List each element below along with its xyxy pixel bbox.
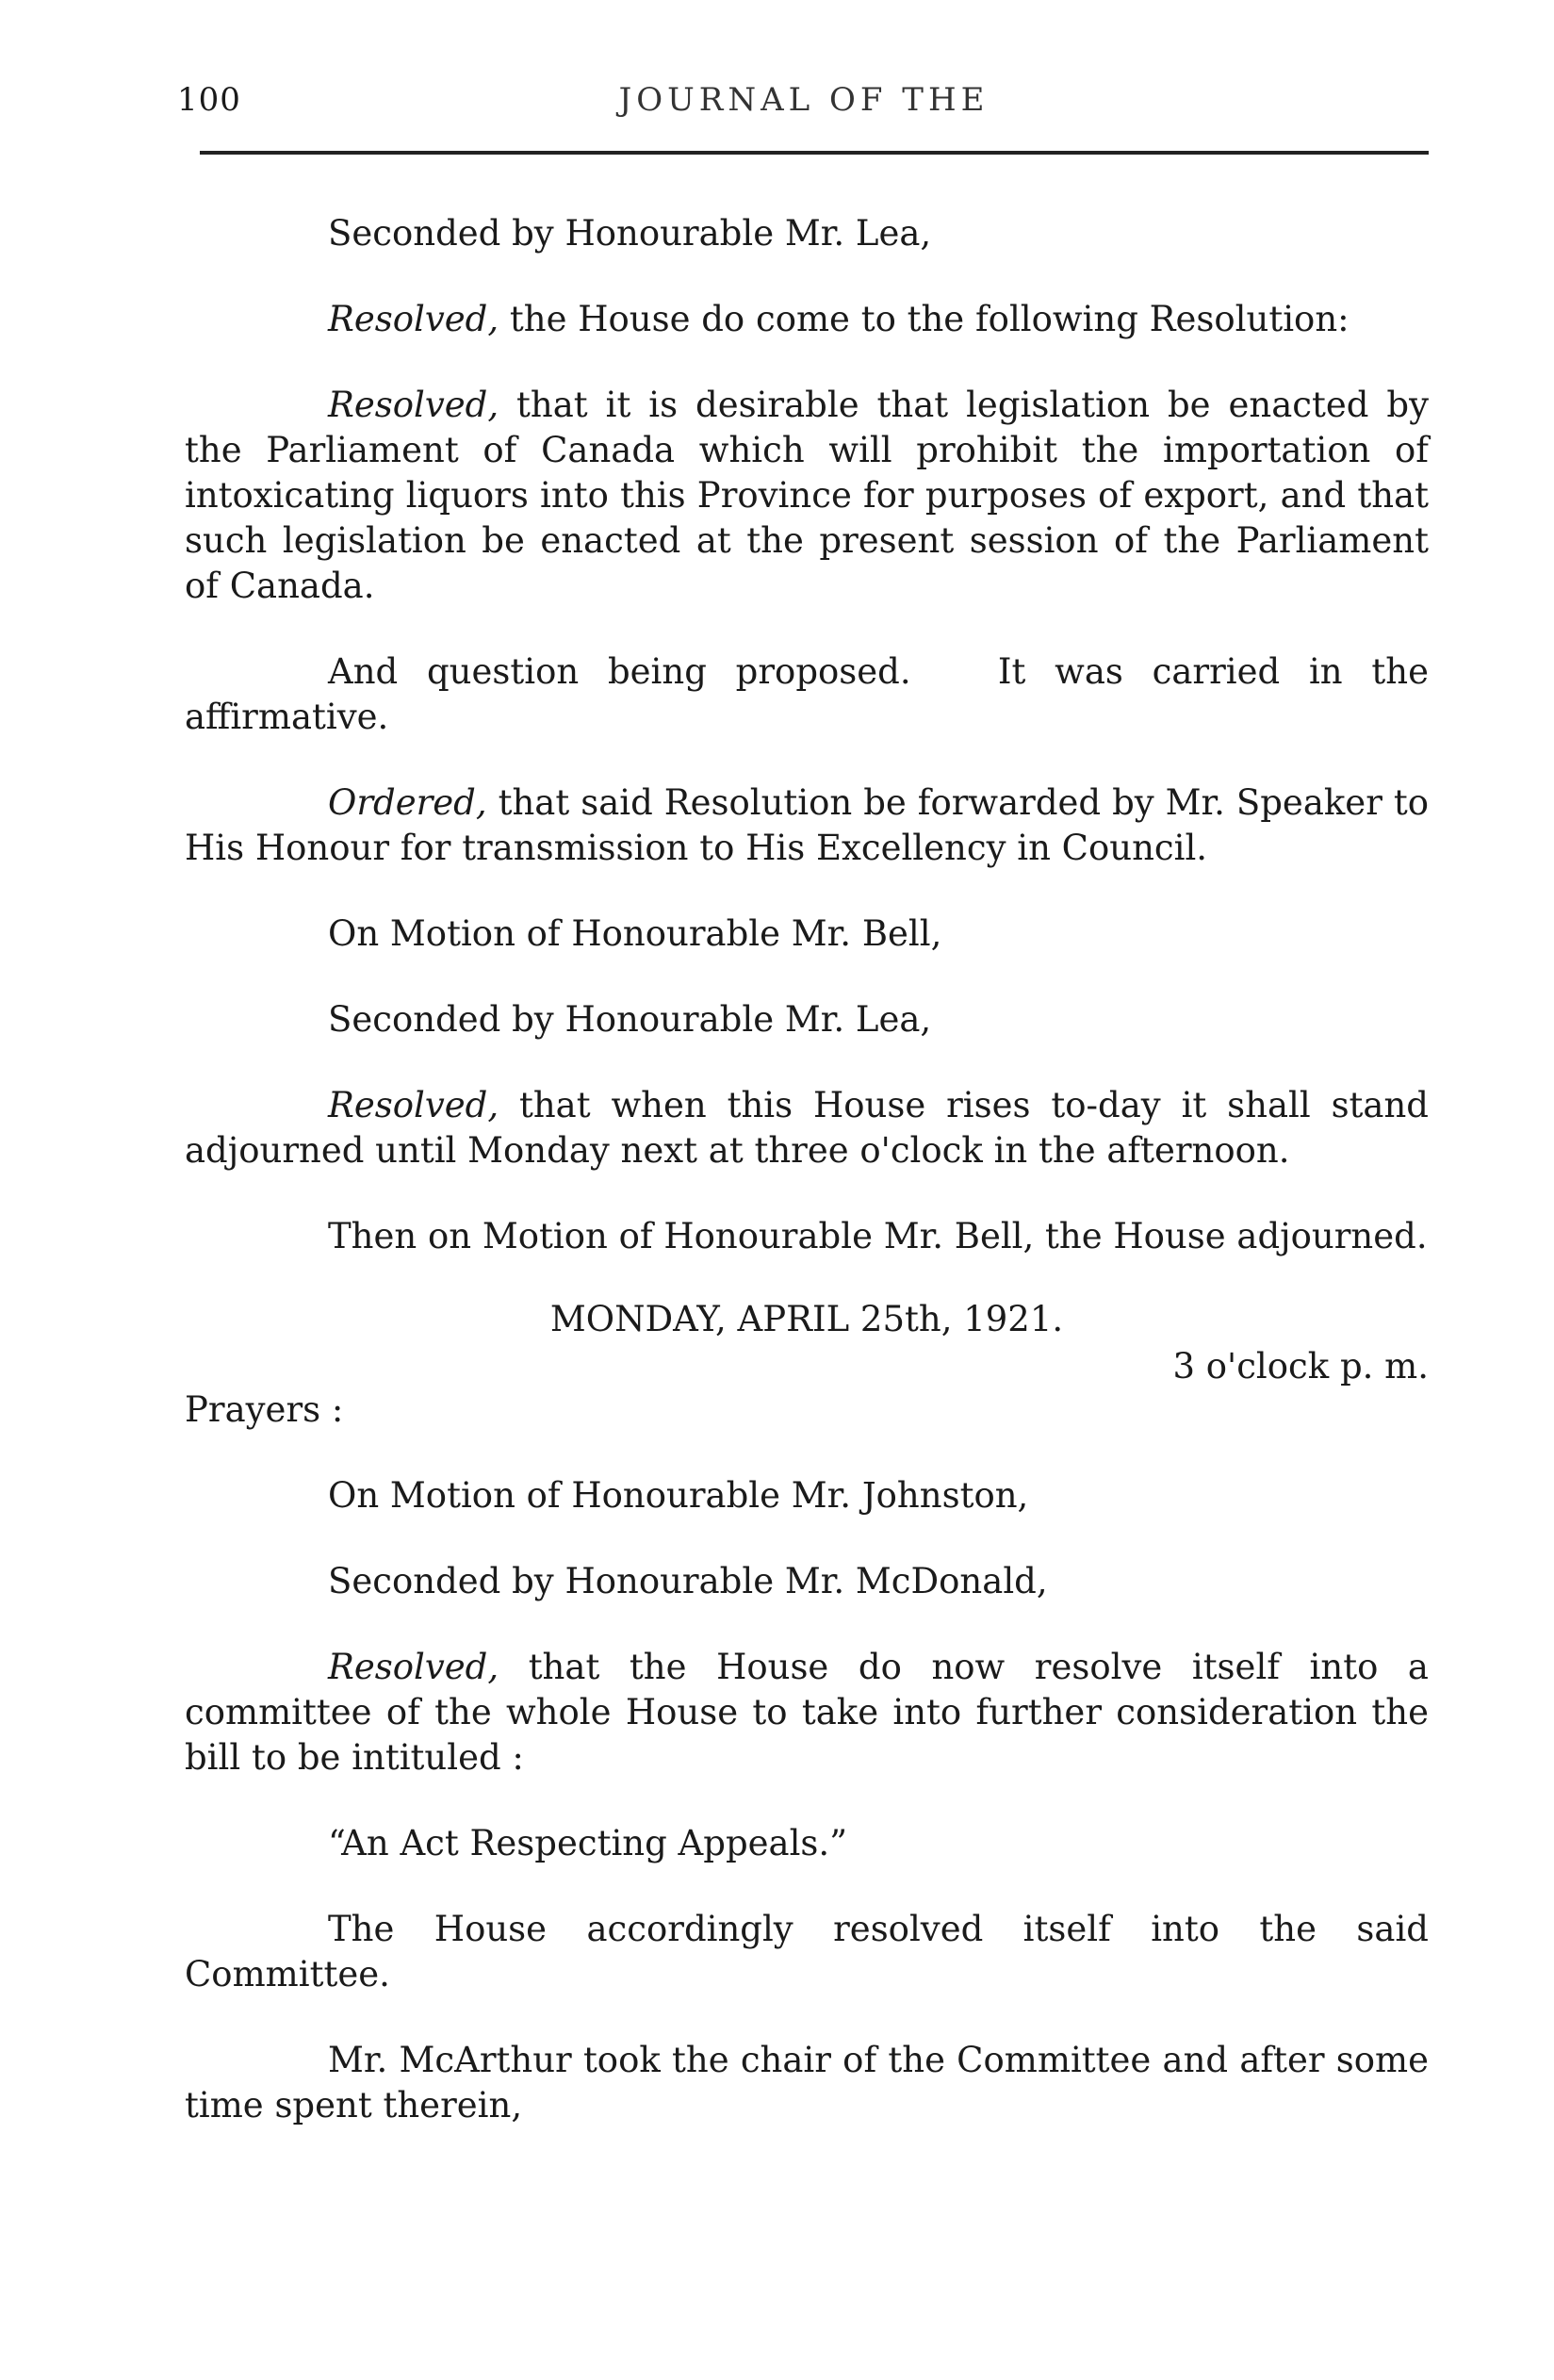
running-title: JOURNAL OF THE [618,81,990,119]
paragraph-seconded-lea-2: Seconded by Honourable Mr. Lea, [328,999,932,1040]
header-rule [200,151,1429,155]
paragraph-resolved-adjourn: Resolved, that when this House rises to-day it shall stand adjourned until Monday next at three o'clock in the afternoon. [185,1085,1429,1171]
paragraph-question-carried: And question being proposed. It was carried in the affirmative. [185,651,1440,737]
paragraph-ordered: Ordered, that said Resolution be forwarded by Mr. Speaker to His Honour for transmission to His Excellency in Council. [185,782,1429,868]
paragraph-house-adjourned: Then on Motion of Honourable Mr. Bell, the House adjourned. [328,1216,1428,1256]
journal-body [185,198,1440,2128]
paragraph-motion-bell: On Motion of Honourable Mr. Bell, [328,913,942,954]
sitting-time: 3 o'clock p. m. [1172,1346,1429,1387]
paragraph-seconded-lea: Seconded by Honourable Mr. Lea, [328,213,932,254]
paragraph-resolved-legislation: Resolved, that it is desirable that legislation be enacted by the Parliament of Canada which will prohibit the importation of intoxicating liquors into this Province for purposes of export, and that such legislation be enacted at the present session of the Parliament of Canada. [185,385,1429,606]
paragraph-resolved-resolution: Resolved, the House do come to the following Resolution: [328,299,1350,339]
paragraph-motion-johnston: On Motion of Honourable Mr. Johnston, [328,1475,1029,1516]
prayers-label: Prayers : [185,1389,344,1430]
paragraph-mcarthur-chair: Mr. McArthur took the chair of the Committee and after some time spent therein, [185,2040,1429,2126]
page-number: 100 [177,81,241,119]
paragraph-house-resolved: The House accordingly resolved itself into the said Committee. [185,1909,1429,1994]
sitting-date: MONDAY, APRIL 25th, 1921. [549,1299,1064,1339]
paragraph-seconded-mcdonald: Seconded by Honourable Mr. McDonald, [328,1561,1048,1601]
page-header [177,81,1431,128]
bill-title: “An Act Respecting Appeals.” [328,1823,848,1863]
paragraph-resolved-committee: Resolved, that the House do now resolve itself into a committee of the whole House to take into further consideration the bill to be intituled : [185,1647,1429,1778]
